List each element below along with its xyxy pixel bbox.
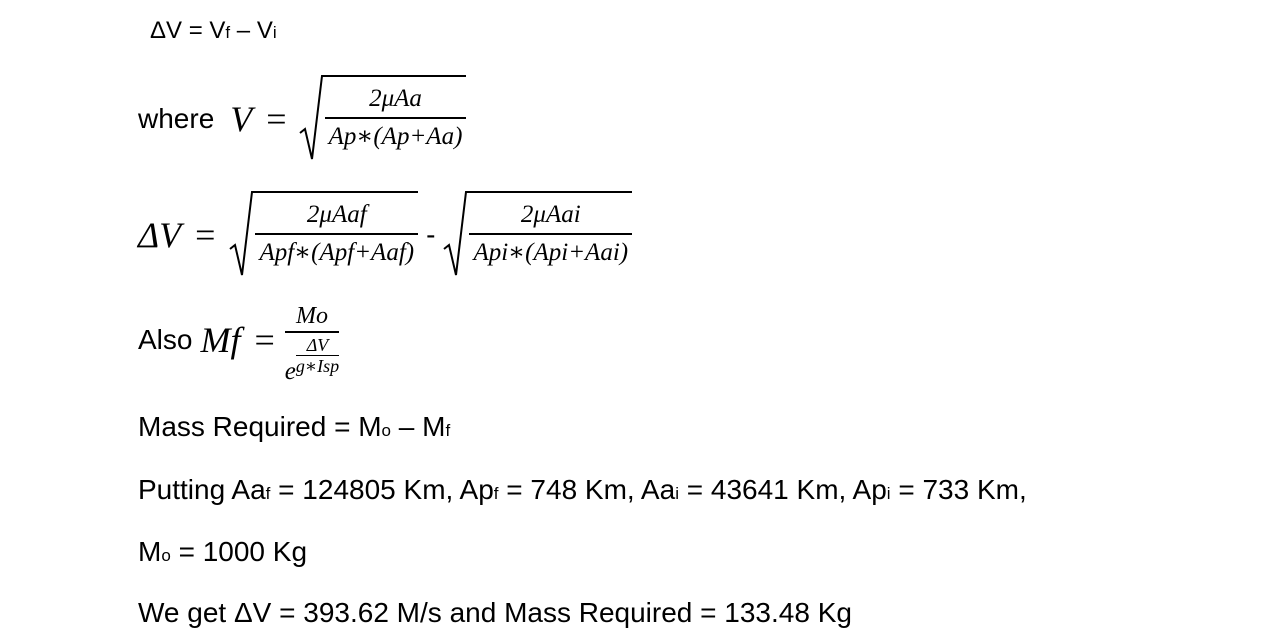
fraction-denominator: Apf∗(Apf+Aaf) (259, 239, 415, 266)
fraction-numerator: 2μAa (369, 85, 422, 112)
text-segment: Putting Aa (138, 474, 266, 505)
final-fraction (255, 197, 418, 271)
text-segment: = 124805 Km, Ap (270, 474, 494, 505)
result-text: We get ΔV = 393.62 M/s and Mass Required = 133.48 Kg (138, 597, 852, 628)
initial-mass-value (138, 535, 307, 573)
result-statement (138, 596, 852, 630)
subscript-f: f (225, 23, 231, 42)
initial-fraction (469, 197, 632, 271)
velocity-fraction (325, 81, 467, 155)
fraction-numerator: 2μAai (520, 201, 581, 228)
delta-v-text: ΔV = V (150, 17, 226, 44)
delta-v-definition (150, 14, 277, 50)
initial-mass-symbol: Mo (295, 302, 328, 329)
fraction-numerator: 2μAaf (306, 201, 367, 228)
subscript: i (675, 484, 679, 503)
delta-v-symbol: ΔV (138, 215, 182, 255)
radical-sign (299, 75, 325, 163)
also-label: Also (138, 324, 193, 355)
exponent-numerator: ΔV (306, 334, 329, 355)
text-segment: = 43641 Km, Ap (678, 474, 887, 505)
equals-sign: = (195, 215, 216, 255)
euler-e: e (284, 357, 296, 385)
subscript-f: f (445, 421, 451, 440)
equals-sign: = (254, 320, 275, 360)
delta-v-formula (138, 190, 632, 280)
sqrt-final (229, 191, 418, 279)
text-segment: M (138, 536, 162, 567)
exponent-denominator: g∗Isp (295, 355, 340, 376)
subscript-i: i (272, 23, 277, 42)
velocity-symbol: V (230, 99, 253, 139)
text-segment: = 1000 Kg (170, 536, 308, 567)
exponent-fraction (296, 335, 339, 376)
fraction-denominator: Ap∗(Ap+Aa) (328, 123, 463, 150)
subscript-o: o (161, 546, 171, 565)
sqrt-velocity (299, 75, 467, 163)
subscript: i (886, 484, 891, 503)
subscript: f (265, 484, 271, 503)
mass-fraction (285, 301, 339, 384)
subscript: f (493, 484, 499, 503)
where-label: where (138, 103, 215, 134)
radical-sign (443, 191, 469, 279)
mass-required-definition (138, 410, 450, 448)
radical-sign (229, 191, 255, 279)
radicand (255, 191, 418, 279)
subscript-o: o (381, 421, 392, 440)
sqrt-initial (443, 191, 632, 279)
fraction-denominator: Api∗(Api+Aai) (473, 239, 629, 266)
exponential-denominator (285, 333, 339, 384)
minus-v-text: – V (230, 17, 273, 44)
radicand (325, 75, 467, 163)
mass-required-text: Mass Required = M (138, 411, 382, 442)
minus-m-text: – M (391, 411, 446, 442)
minus-sign: - (426, 219, 436, 250)
equals-sign: = (266, 99, 287, 139)
putting-values (138, 473, 1027, 511)
velocity-formula (138, 74, 466, 164)
text-segment: = 748 Km, Aa (498, 474, 676, 505)
final-mass-symbol: Mf (200, 320, 241, 360)
final-mass-formula (138, 294, 339, 386)
radicand (469, 191, 632, 279)
text-segment: = 733 Km, (890, 474, 1027, 505)
